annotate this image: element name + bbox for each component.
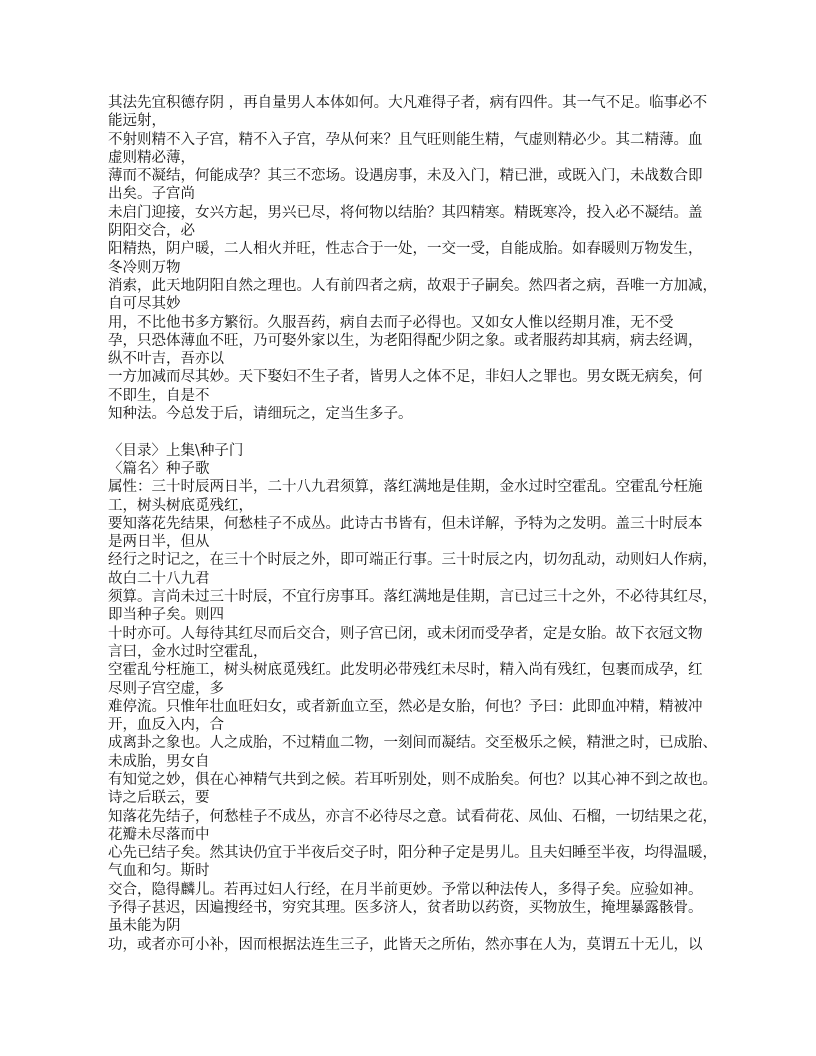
- intro-paragraph: [108, 94, 718, 423]
- text-line: 功，或者亦可小补，因而根据法连生三子，此皆天之所佑，然亦事在人为，莫谓五十无儿，以: [108, 936, 703, 953]
- paragraph-spacer: [108, 423, 718, 441]
- text-line: 孕，只恐体薄血不旺，乃可娶外家以生，为老阳得配少阴之象。或者服药却其病，病去经调，: [108, 332, 703, 349]
- text-line: 知种法。今总发于后，请细玩之，定当生多子。: [108, 406, 413, 423]
- text-line: 不即生，自是不: [108, 387, 210, 404]
- text-line: 气血和匀。斯时: [108, 863, 210, 880]
- text-line: 十时亦可。人每待其红尽而后交合，则子宫已闭，或未闭而受孕者，定是女胎。故下衣冠文物: [108, 625, 703, 642]
- text-line: 故白二十八九君: [108, 570, 210, 587]
- text-line: 冬冷则万物: [108, 259, 181, 276]
- text-line: 用，不比他书多方繁衍。久服吾药，病自去而子必得也。又如女人惟以经期月准，无不受: [108, 314, 674, 331]
- text-line: 阳精热，阴户暖，二人相火并旺，性志合于一处，一交一受，自能成胎。如春暖则万物发生，: [108, 241, 703, 258]
- text-line: 自可尽其妙: [108, 296, 181, 313]
- text-line: 即当种子矣。则四: [108, 607, 224, 624]
- chapter-title: 〈篇名〉种子歌: [108, 460, 210, 477]
- text-line: 其法先宜积德存阴 ，再自量男人本体如何。大凡难得子者，病有四件。其一气不足。临事必不: [108, 95, 708, 111]
- document-page: [108, 94, 718, 954]
- text-line: 阴阳交合，必: [108, 223, 195, 240]
- chapter-body: [108, 478, 718, 954]
- text-line: 言曰，金水过时空霍乱，: [108, 643, 268, 660]
- text-line: 能远射，: [108, 113, 166, 130]
- text-line: 诗之后联云，要: [108, 790, 210, 807]
- text-line: 成离卦之象也。人之成胎，不过精血二物，一刻间而凝结。交至极乐之候，精泄之时，已成胎、: [108, 735, 717, 752]
- text-line: 一方加减而尽其妙。天下娶妇不生子者，皆男人之体不足，非妇人之罪也。男女既无病矣，何: [108, 369, 703, 386]
- text-line: 交合，隐得麟儿。若再过妇人行经，在月半前更妙。予常以种法传人，多得子矣。应验如神。: [108, 881, 703, 898]
- text-line: 须算。言尚未过三十时辰，不宜行房事耳。落红满地是佳期，言已过三十之外，不必待其红尽，: [108, 589, 717, 606]
- text-line: 难停流。只惟年壮血旺妇女，或者新血立至，然必是女胎，何也？予曰：此即血冲精，精被冲: [108, 698, 703, 715]
- text-line: 心先已结子矣。然其诀仍宜于半夜后交子时，阳分种子定是男儿。且夫妇睡至半夜，均得温暖，: [108, 845, 717, 862]
- text-line: 未启门迎接，女兴方起，男兴已尽，将何物以结胎？其四精寒。精既寒冷，投入必不凝结。盖: [108, 204, 703, 221]
- text-line: 工，树头树底觅残红，: [108, 497, 253, 514]
- text-line: 出矣。子宫尚: [108, 186, 195, 203]
- text-line: 有知觉之妙，俱在心神精气共到之候。若耳听别处，则不成胎矣。何也？以其心神不到之故也。: [108, 771, 717, 788]
- text-line: 开，血反入内，合: [108, 717, 224, 734]
- text-line: 花瓣未尽落而中: [108, 826, 210, 843]
- text-line: 未成胎，男女自: [108, 753, 210, 770]
- text-line: 虽未能为阴: [108, 918, 181, 935]
- text-line: 尽则子宫空虚，多: [108, 680, 224, 697]
- text-line: 不射则精不入子宫，精不入子宫，孕从何来？且气旺则能生精，气虚则精必少。其二精薄。血: [108, 131, 703, 148]
- text-line: 经行之时记之，在三十个时辰之外，即可端正行事。三十时辰之内，切勿乱动，动则妇人作病，: [108, 552, 717, 569]
- text-line: 是两日半，但从: [108, 534, 210, 551]
- text-line: 薄而不凝结，何能成孕？其三不恋场。设遇房事，未及入门，精已泄，或既入门，未战数合即: [108, 168, 703, 185]
- text-line: 纵不叶吉，吾亦以: [108, 351, 224, 368]
- catalog-heading: 〈目录〉上集\种子门: [108, 442, 244, 459]
- text-line: 属性：三十时辰两日半，二十八九君须算，落红满地是佳期，金水过时空霍乱。空霍乱兮枉施: [108, 479, 703, 496]
- text-line: 虚则精必薄，: [108, 149, 195, 166]
- text-line: 要知落花先结果，何愁桂子不成丛。此诗古书皆有，但未详解，予特为之发明。盖三十时辰本: [108, 515, 703, 532]
- text-line: 知落花先结子，何愁桂子不成丛，亦言不必待尽之意。试看荷花、凤仙、石榴，一切结果之花，: [108, 808, 717, 825]
- text-line: 予得子甚迟，因遍搜经书，穷究其理。医多济人，贫者助以药资，买物放生，掩埋暴露骸骨。: [108, 900, 703, 917]
- text-line: 空霍乱兮枉施工，树头树底觅残红。此发明必带残红未尽时，精入尚有残红，包裹而成孕，红: [108, 662, 703, 679]
- text-line: 消索，此天地阴阳自然之理也。人有前四者之病，故艰于子嗣矣。然四者之病，吾唯一方加减，: [108, 277, 717, 294]
